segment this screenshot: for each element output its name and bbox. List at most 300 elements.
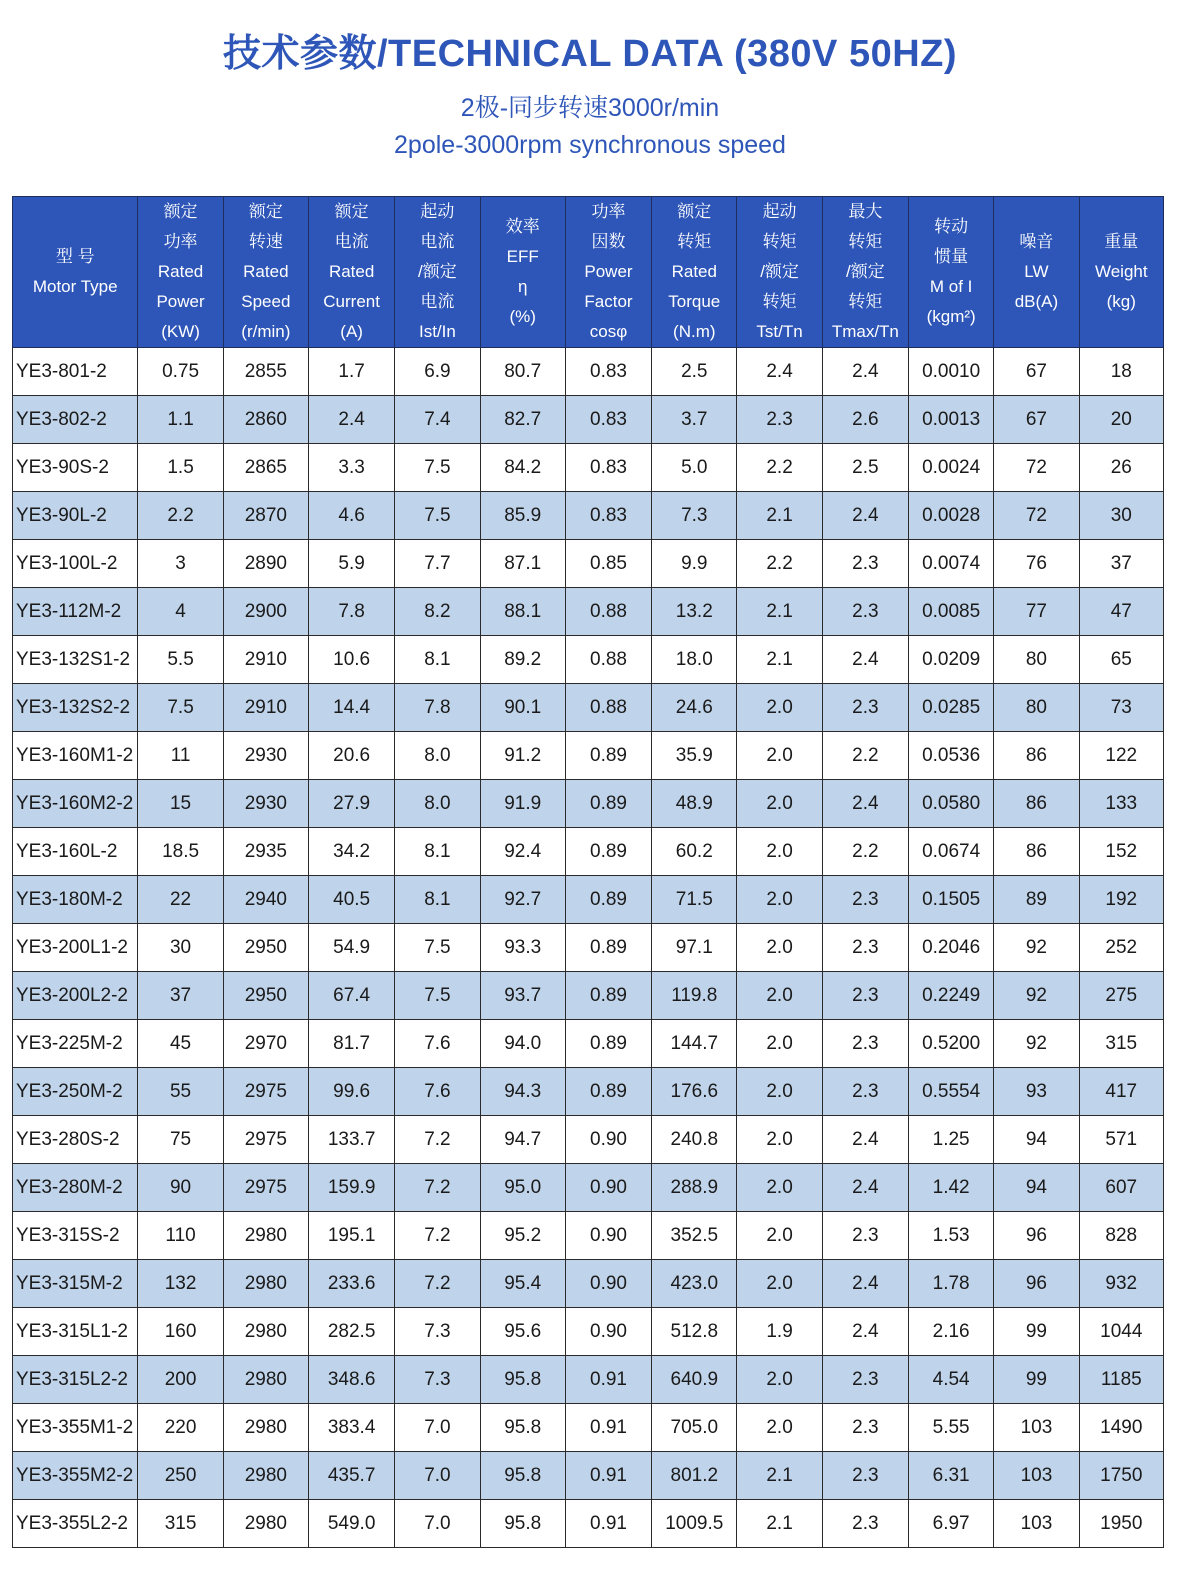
table-cell: 7.5 <box>395 972 480 1020</box>
table-cell: 250 <box>138 1452 223 1500</box>
table-cell: 5.9 <box>308 540 394 588</box>
column-header-line: 惯量 <box>934 247 969 266</box>
table-cell: 275 <box>1079 972 1163 1020</box>
column-header-line: 起动 <box>420 202 455 221</box>
table-cell: 89 <box>994 876 1079 924</box>
motor-type-cell: YE3-315S-2 <box>13 1212 138 1260</box>
table-row <box>13 876 1164 924</box>
column-header-line: Speed <box>241 292 291 311</box>
table-cell: 2.0 <box>737 924 822 972</box>
table-row <box>13 732 1164 780</box>
table-cell: 315 <box>138 1500 223 1548</box>
table-cell: 2950 <box>223 972 308 1020</box>
table-cell: 15 <box>138 780 223 828</box>
table-cell: 1950 <box>1079 1500 1163 1548</box>
column-header-line: 转矩 <box>677 232 712 251</box>
table-cell: 2975 <box>223 1116 308 1164</box>
table-cell: 99 <box>994 1356 1079 1404</box>
table-cell: 7.2 <box>395 1212 480 1260</box>
table-cell: 103 <box>994 1452 1079 1500</box>
table-cell: 640.9 <box>652 1356 737 1404</box>
table-row <box>13 1212 1164 1260</box>
table-cell: 133 <box>1079 780 1163 828</box>
table-cell: 37 <box>1079 540 1163 588</box>
table-cell: 95.8 <box>480 1500 565 1548</box>
table-cell: 1.7 <box>308 348 394 396</box>
column-header-line: Power <box>584 262 633 281</box>
column-header-line: 电流 <box>420 232 455 251</box>
column-header <box>909 197 994 348</box>
table-cell: 2.0 <box>737 1212 822 1260</box>
table-cell: 72 <box>994 492 1079 540</box>
table-cell: 72 <box>994 444 1079 492</box>
table-cell: 2980 <box>223 1356 308 1404</box>
table-cell: 71.5 <box>652 876 737 924</box>
table-cell: 2.0 <box>737 1116 822 1164</box>
column-header-line: Rated <box>243 262 289 281</box>
table-cell: 200 <box>138 1356 223 1404</box>
table-cell: 2.1 <box>737 1452 822 1500</box>
table-cell: 0.0024 <box>909 444 994 492</box>
table-cell: 2.0 <box>737 1164 822 1212</box>
table-cell: 2930 <box>223 732 308 780</box>
motor-type-cell: YE3-132S2-2 <box>13 684 138 732</box>
table-cell: 92 <box>994 972 1079 1020</box>
column-header <box>395 197 480 348</box>
column-header-line: (kgm²) <box>926 307 976 326</box>
table-cell: 0.89 <box>565 1020 651 1068</box>
table-cell: 2.3 <box>822 1500 908 1548</box>
table-cell: 2.0 <box>737 1020 822 1068</box>
table-cell: 67 <box>994 348 1079 396</box>
table-cell: 80.7 <box>480 348 565 396</box>
table-cell: 95.2 <box>480 1212 565 1260</box>
table-cell: 2.0 <box>737 876 822 924</box>
table-cell: 2.4 <box>822 636 908 684</box>
column-header-line: 功率 <box>163 232 198 251</box>
table-row <box>13 780 1164 828</box>
table-cell: 2.0 <box>737 1404 822 1452</box>
table-cell: 9.9 <box>652 540 737 588</box>
table-cell: 30 <box>1079 492 1163 540</box>
table-cell: 2.3 <box>822 924 908 972</box>
table-cell: 103 <box>994 1500 1079 1548</box>
column-header-line: 电流 <box>420 292 455 311</box>
table-cell: 3.7 <box>652 396 737 444</box>
table-cell: 95.8 <box>480 1356 565 1404</box>
subtitle-english: 2pole-3000rpm synchronous speed <box>394 131 786 159</box>
table-cell: 7.8 <box>395 684 480 732</box>
table-cell: 2980 <box>223 1260 308 1308</box>
table-cell: 95.8 <box>480 1452 565 1500</box>
table-cell: 8.0 <box>395 732 480 780</box>
table-cell: 1.42 <box>909 1164 994 1212</box>
table-row <box>13 540 1164 588</box>
table-cell: 1009.5 <box>652 1500 737 1548</box>
table-cell: 2.1 <box>737 492 822 540</box>
table-row <box>13 1116 1164 1164</box>
table-cell: 2.3 <box>822 1452 908 1500</box>
table-cell: 4.54 <box>909 1356 994 1404</box>
table-row <box>13 1068 1164 1116</box>
table-cell: 6.31 <box>909 1452 994 1500</box>
motor-type-cell: YE3-355M1-2 <box>13 1404 138 1452</box>
table-header-row <box>13 197 1164 348</box>
table-cell: 60.2 <box>652 828 737 876</box>
motor-type-cell: YE3-315L1-2 <box>13 1308 138 1356</box>
table-cell: 0.83 <box>565 492 651 540</box>
motor-type-cell: YE3-112M-2 <box>13 588 138 636</box>
table-cell: 2.3 <box>822 1212 908 1260</box>
table-cell: 76 <box>994 540 1079 588</box>
column-header <box>1079 197 1163 348</box>
table-cell: 2870 <box>223 492 308 540</box>
column-header-line: Rated <box>157 262 204 281</box>
table-cell: 2975 <box>223 1164 308 1212</box>
motor-type-cell: YE3-315L2-2 <box>13 1356 138 1404</box>
column-header-line: 转速 <box>248 232 283 251</box>
column-header-line: LW <box>1024 262 1049 281</box>
table-cell: 0.89 <box>565 780 651 828</box>
table-cell: 92.7 <box>480 876 565 924</box>
table-cell: 195.1 <box>308 1212 394 1260</box>
column-header <box>652 197 737 348</box>
table-row <box>13 348 1164 396</box>
table-cell: 0.0028 <box>909 492 994 540</box>
table-cell: 67 <box>994 396 1079 444</box>
table-cell: 45 <box>138 1020 223 1068</box>
table-cell: 0.2046 <box>909 924 994 972</box>
table-cell: 2890 <box>223 540 308 588</box>
table-cell: 0.91 <box>565 1404 651 1452</box>
table-row <box>13 444 1164 492</box>
motor-type-cell: YE3-315M-2 <box>13 1260 138 1308</box>
table-cell: 5.0 <box>652 444 737 492</box>
table-cell: 55 <box>138 1068 223 1116</box>
table-cell: 0.91 <box>565 1452 651 1500</box>
table-cell: 2970 <box>223 1020 308 1068</box>
table-cell: 2900 <box>223 588 308 636</box>
table-cell: 152 <box>1079 828 1163 876</box>
table-cell: 2.3 <box>822 1020 908 1068</box>
table-row <box>13 492 1164 540</box>
table-cell: 87.1 <box>480 540 565 588</box>
table-cell: 2.3 <box>822 1068 908 1116</box>
motor-type-cell: YE3-180M-2 <box>13 876 138 924</box>
column-header-line: cosφ <box>589 322 628 341</box>
table-cell: 96 <box>994 1212 1079 1260</box>
motor-type-cell: YE3-250M-2 <box>13 1068 138 1116</box>
table-cell: 220 <box>138 1404 223 1452</box>
table-cell: 122 <box>1079 732 1163 780</box>
table-cell: 8.1 <box>395 636 480 684</box>
table-cell: 86 <box>994 780 1079 828</box>
table-cell: 0.88 <box>565 636 651 684</box>
table-cell: 2.3 <box>737 396 822 444</box>
table-cell: 2.5 <box>652 348 737 396</box>
table-cell: 0.2249 <box>909 972 994 1020</box>
table-cell: 18.5 <box>138 828 223 876</box>
table-cell: 0.0085 <box>909 588 994 636</box>
table-cell: 2.3 <box>822 540 908 588</box>
table-cell: 95.6 <box>480 1308 565 1356</box>
table-cell: 20 <box>1079 396 1163 444</box>
column-header-line: 转矩 <box>848 292 883 311</box>
table-cell: 91.9 <box>480 780 565 828</box>
table-cell: 0.89 <box>565 972 651 1020</box>
column-header-line: Motor Type <box>32 277 118 296</box>
table-cell: 2.0 <box>737 1356 822 1404</box>
motor-type-cell: YE3-100L-2 <box>13 540 138 588</box>
table-cell: 1.25 <box>909 1116 994 1164</box>
table-cell: 2910 <box>223 636 308 684</box>
column-header-line: /额定 <box>845 262 885 281</box>
column-header <box>223 197 308 348</box>
table-cell: 80 <box>994 684 1079 732</box>
table-cell: 2.0 <box>737 684 822 732</box>
table-cell: 2855 <box>223 348 308 396</box>
table-cell: 97.1 <box>652 924 737 972</box>
table-cell: 2.0 <box>737 1068 822 1116</box>
table-row <box>13 636 1164 684</box>
table-cell: 2.3 <box>822 972 908 1020</box>
table-cell: 2935 <box>223 828 308 876</box>
motor-type-cell: YE3-225M-2 <box>13 1020 138 1068</box>
column-header-line: 转矩 <box>762 292 797 311</box>
table-cell: 1750 <box>1079 1452 1163 1500</box>
table-cell: 94 <box>994 1116 1079 1164</box>
table-cell: 2.0 <box>737 828 822 876</box>
table-row <box>13 828 1164 876</box>
table-cell: 7.2 <box>395 1164 480 1212</box>
table-cell: 14.4 <box>308 684 394 732</box>
table-cell: 3.3 <box>308 444 394 492</box>
table-cell: 176.6 <box>652 1068 737 1116</box>
table-cell: 133.7 <box>308 1116 394 1164</box>
table-cell: 6.97 <box>909 1500 994 1548</box>
table-cell: 2.0 <box>737 732 822 780</box>
column-header-line: Ist/In <box>418 322 456 341</box>
table-cell: 35.9 <box>652 732 737 780</box>
table-cell: 48.9 <box>652 780 737 828</box>
table-cell: 95.0 <box>480 1164 565 1212</box>
table-cell: 99.6 <box>308 1068 394 1116</box>
column-header-line: (N.m) <box>673 322 716 341</box>
table-cell: 7.3 <box>395 1356 480 1404</box>
motor-type-cell: YE3-801-2 <box>13 348 138 396</box>
table-cell: 77 <box>994 588 1079 636</box>
table-cell: 7.7 <box>395 540 480 588</box>
table-cell: 435.7 <box>308 1452 394 1500</box>
table-cell: 20.6 <box>308 732 394 780</box>
table-cell: 47 <box>1079 588 1163 636</box>
column-header-line: dB(A) <box>1014 292 1059 311</box>
table-cell: 0.1505 <box>909 876 994 924</box>
table-cell: 8.2 <box>395 588 480 636</box>
column-header-line: /额定 <box>760 262 799 281</box>
table-cell: 2930 <box>223 780 308 828</box>
motor-type-cell: YE3-355M2-2 <box>13 1452 138 1500</box>
table-cell: 8.0 <box>395 780 480 828</box>
table-cell: 0.0580 <box>909 780 994 828</box>
table-cell: 2.4 <box>822 780 908 828</box>
column-header-line: η <box>517 277 528 296</box>
table-row <box>13 1020 1164 1068</box>
table-cell: 2940 <box>223 876 308 924</box>
motor-type-cell: YE3-160M1-2 <box>13 732 138 780</box>
table-cell: 2.3 <box>822 876 908 924</box>
column-header-line: 型 号 <box>55 247 95 266</box>
table-cell: 2.5 <box>822 444 908 492</box>
table-cell: 1185 <box>1079 1356 1163 1404</box>
table-cell: 92 <box>994 1020 1079 1068</box>
column-header-line: 额定 <box>248 202 283 221</box>
table-cell: 54.9 <box>308 924 394 972</box>
motor-type-cell: YE3-355L2-2 <box>13 1500 138 1548</box>
column-header-line: Power <box>156 292 205 311</box>
table-cell: 84.2 <box>480 444 565 492</box>
table-row <box>13 1308 1164 1356</box>
table-cell: 828 <box>1079 1212 1163 1260</box>
table-cell: 0.88 <box>565 684 651 732</box>
table-cell: 7.5 <box>395 444 480 492</box>
table-cell: 2.4 <box>737 348 822 396</box>
table-cell: 2.1 <box>737 588 822 636</box>
table-cell: 2.1 <box>737 1500 822 1548</box>
table-cell: 252 <box>1079 924 1163 972</box>
table-cell: 85.9 <box>480 492 565 540</box>
column-header-line: 额定 <box>677 202 712 221</box>
table-cell: 0.89 <box>565 1068 651 1116</box>
table-cell: 7.3 <box>652 492 737 540</box>
table-cell: 7.2 <box>395 1116 480 1164</box>
table-cell: 2.0 <box>737 1260 822 1308</box>
column-header-line: 转动 <box>934 217 969 236</box>
motor-type-cell: YE3-280M-2 <box>13 1164 138 1212</box>
table-cell: 2.4 <box>822 1164 908 1212</box>
column-header-line: Factor <box>584 292 633 311</box>
column-header <box>138 197 223 348</box>
table-cell: 24.6 <box>652 684 737 732</box>
column-header-line: Torque <box>668 292 721 311</box>
table-cell: 0.83 <box>565 348 651 396</box>
column-header-line: Current <box>323 292 380 311</box>
table-cell: 2.16 <box>909 1308 994 1356</box>
column-header <box>308 197 394 348</box>
column-header <box>822 197 908 348</box>
table-cell: 2.4 <box>822 1308 908 1356</box>
column-header <box>565 197 651 348</box>
table-cell: 18.0 <box>652 636 737 684</box>
motor-type-cell: YE3-160M2-2 <box>13 780 138 828</box>
table-cell: 2950 <box>223 924 308 972</box>
table-row <box>13 1404 1164 1452</box>
table-cell: 0.90 <box>565 1116 651 1164</box>
table-row <box>13 924 1164 972</box>
table-cell: 0.90 <box>565 1164 651 1212</box>
table-cell: 7.0 <box>395 1500 480 1548</box>
table-cell: 417 <box>1079 1068 1163 1116</box>
subtitle-chinese: 2极-同步转速3000r/min <box>460 94 720 122</box>
table-cell: 7.4 <box>395 396 480 444</box>
motor-type-cell: YE3-200L2-2 <box>13 972 138 1020</box>
table-cell: 0.91 <box>565 1356 651 1404</box>
table-cell: 119.8 <box>652 972 737 1020</box>
table-cell: 94.0 <box>480 1020 565 1068</box>
table-cell: 0.0209 <box>909 636 994 684</box>
column-header <box>994 197 1079 348</box>
table-cell: 0.90 <box>565 1260 651 1308</box>
table-cell: 2.3 <box>822 1356 908 1404</box>
table-cell: 2.2 <box>822 732 908 780</box>
table-cell: 2980 <box>223 1500 308 1548</box>
motor-type-cell: YE3-132S1-2 <box>13 636 138 684</box>
table-cell: 282.5 <box>308 1308 394 1356</box>
table-cell: 0.89 <box>565 828 651 876</box>
table-cell: 549.0 <box>308 1500 394 1548</box>
table-cell: 80 <box>994 636 1079 684</box>
table-cell: 0.85 <box>565 540 651 588</box>
column-header-line: (r/min) <box>241 322 291 341</box>
column-header <box>13 197 138 348</box>
table-cell: 132 <box>138 1260 223 1308</box>
table-row <box>13 396 1164 444</box>
column-header <box>480 197 565 348</box>
page-title: 技术参数/TECHNICAL DATA (380V 50HZ) <box>222 33 958 75</box>
motor-type-cell: YE3-200L1-2 <box>13 924 138 972</box>
table-cell: 18 <box>1079 348 1163 396</box>
column-header-line: (kg) <box>1106 292 1136 311</box>
table-cell: 1490 <box>1079 1404 1163 1452</box>
table-cell: 92 <box>994 924 1079 972</box>
table-cell: 2.6 <box>822 396 908 444</box>
column-header-line: M of I <box>929 277 973 296</box>
table-row <box>13 588 1164 636</box>
table-cell: 7.0 <box>395 1452 480 1500</box>
table-cell: 2.4 <box>822 348 908 396</box>
table-cell: 93.3 <box>480 924 565 972</box>
column-header-line: 起动 <box>762 202 797 221</box>
table-cell: 705.0 <box>652 1404 737 1452</box>
column-header-line: 最大 <box>848 202 883 221</box>
table-cell: 93 <box>994 1068 1079 1116</box>
table-cell: 1.1 <box>138 396 223 444</box>
table-cell: 2.4 <box>822 1116 908 1164</box>
table-cell: 81.7 <box>308 1020 394 1068</box>
motor-type-cell: YE3-90S-2 <box>13 444 138 492</box>
table-cell: 30 <box>138 924 223 972</box>
table-cell: 2.3 <box>822 684 908 732</box>
column-header-line: 噪音 <box>1019 232 1054 251</box>
table-cell: 86 <box>994 828 1079 876</box>
table-cell: 65 <box>1079 636 1163 684</box>
motor-type-cell: YE3-280S-2 <box>13 1116 138 1164</box>
table-cell: 67.4 <box>308 972 394 1020</box>
table-cell: 2.0 <box>737 972 822 1020</box>
table-cell: 2.3 <box>822 1404 908 1452</box>
table-cell: 2.2 <box>737 540 822 588</box>
table-cell: 2980 <box>223 1452 308 1500</box>
table-cell: 801.2 <box>652 1452 737 1500</box>
table-cell: 2.2 <box>822 828 908 876</box>
column-header-line: 重量 <box>1104 232 1139 251</box>
table-cell: 2980 <box>223 1404 308 1452</box>
table-cell: 89.2 <box>480 636 565 684</box>
table-cell: 0.83 <box>565 396 651 444</box>
table-cell: 192 <box>1079 876 1163 924</box>
table-cell: 7.5 <box>138 684 223 732</box>
table-cell: 75 <box>138 1116 223 1164</box>
